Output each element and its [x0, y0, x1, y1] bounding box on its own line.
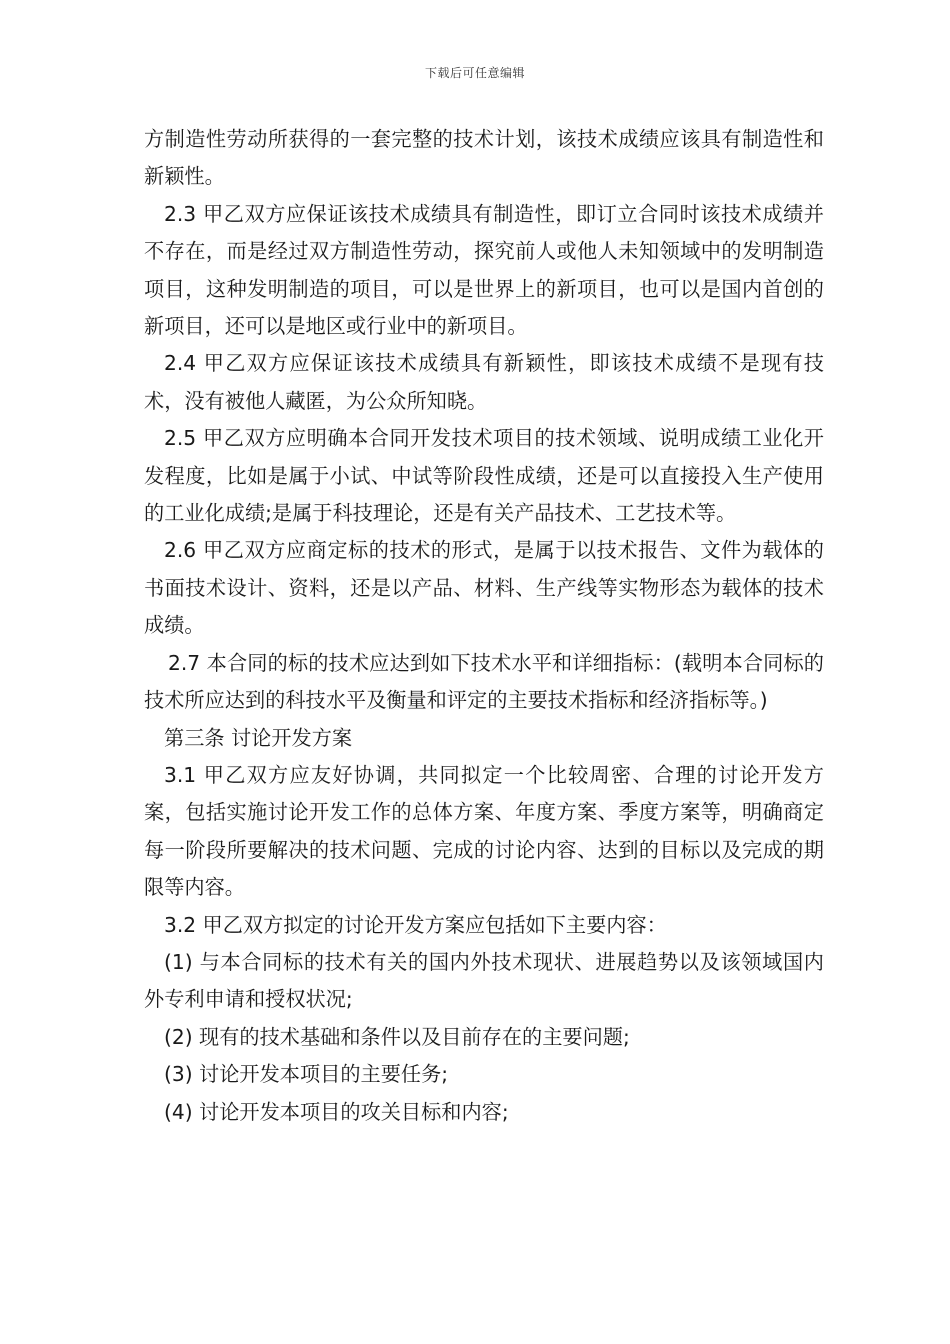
list-item-3: (3) 讨论开发本项目的主要任务; [164, 1062, 449, 1087]
document-body [144, 121, 824, 1131]
list-item-1: (1) 与本合同标的技术有关的国内外技术现状、进展趋势以及该领域国内外专利申请和授权状况; [144, 949, 824, 1012]
list-item-2: (2) 现有的技术基础和条件以及目前存在的主要问题; [164, 1024, 630, 1049]
paragraph-2-6: 2.6 甲乙双方应商定标的技术的形式，是属于以技术报告、文件为载体的书面技术设计、资料，还是以产品、材料、生产线等实物形态为载体的技术成绩。 [144, 538, 824, 638]
paragraph-2-3: 2.3 甲乙双方应保证该技术成绩具有制造性，即订立合同时该技术成绩并不存在，而是经过双方制造性劳动，探究前人或他人未知领域中的发明制造项目，这种发明制造的项目，可以是世界上的新项目，也可以是国内首创的新项目，还可以是地区或行业中的新项目。 [144, 201, 824, 339]
paragraph-3-1: 3.1 甲乙双方应友好协调，共同拟定一个比较周密、合理的讨论开发方案，包括实施讨论开发工作的总体方案、年度方案、季度方案等，明确商定每一阶段所要解决的技术问题、完成的讨论内容、达到的目标以及完成的期限等内容。 [144, 762, 824, 900]
paragraph-3-2: 3.2 甲乙双方拟定的讨论开发方案应包括如下主要内容： [164, 912, 667, 937]
list-item-4: (4) 讨论开发本项目的攻关目标和内容; [164, 1099, 509, 1124]
header-note: 下载后可任意编辑 [424, 66, 525, 80]
paragraph-2-5: 2.5 甲乙双方应明确本合同开发技术项目的技术领域、说明成绩工业化开发程度，比如是属于小试、中试等阶段性成绩，还是可以直接投入生产使用的工业化成绩;是属于科技理论，还是有关产品技术、工艺技术等。 [144, 426, 824, 526]
paragraph-2-7: 2.7 本合同的标的技术应达到如下技术水平和详细指标：(载明本合同标的技术所应达到的科技水平及衡量和评定的主要技术指标和经济指标等。) [144, 650, 824, 713]
paragraph-2-4: 2.4 甲乙双方应保证该技术成绩具有新颖性，即该技术成绩不是现有技术，没有被他人藏匿，为公众所知晓。 [144, 351, 824, 413]
section-heading-article-3: 第三条 讨论开发方案 [164, 725, 353, 750]
paragraph-continuation: 方制造性劳动所获得的一套完整的技术计划，该技术成绩应该具有制造性和新颖性。 [144, 127, 824, 189]
